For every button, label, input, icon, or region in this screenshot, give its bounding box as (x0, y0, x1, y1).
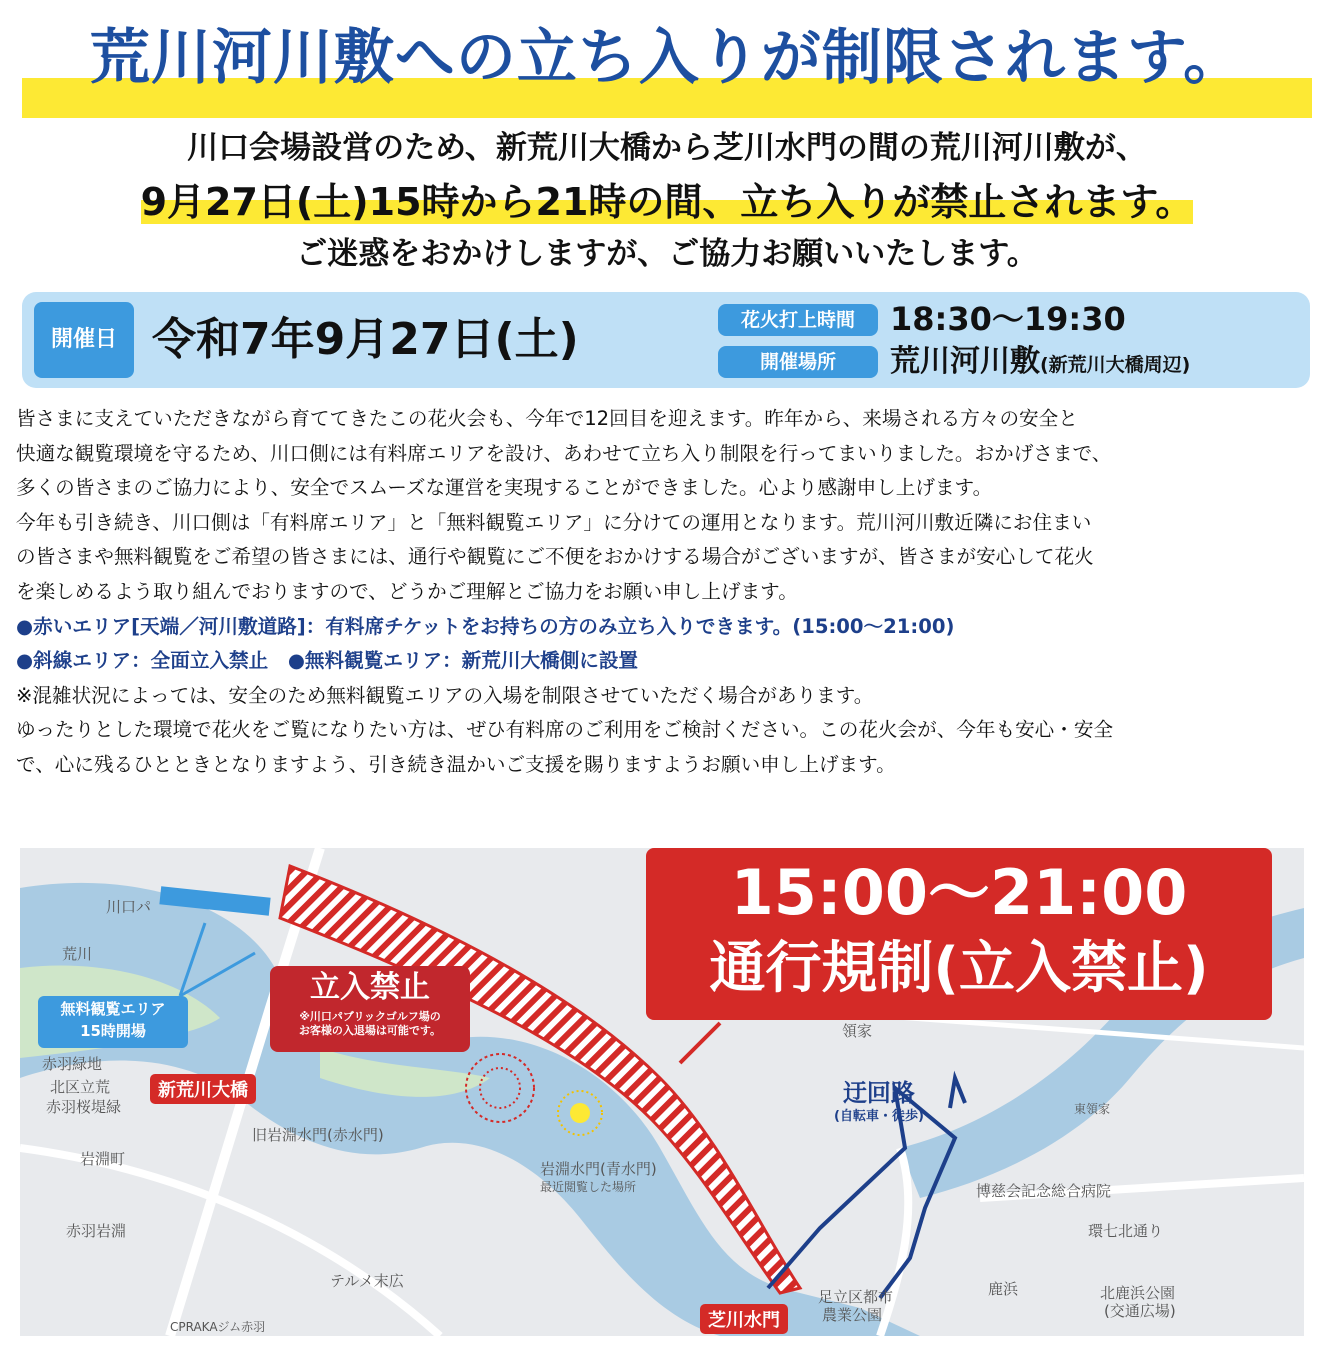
lead-line-1: 川口会場設営のため、新荒川大橋から芝川水門の間の荒川河川敷が、 (187, 130, 1147, 166)
lead-line-3: ご迷惑をおかけしますが、ご協力お願いいたします。 (296, 236, 1038, 272)
map-label: 赤羽緑地 (42, 1055, 103, 1073)
map-label: 領家 (842, 1022, 873, 1040)
body-line: ゆったりとした環境で花火をご覧になりたい方は、ぜひ有料席のご利用をご検討ください。この花火会が、今年も安心・安全 (16, 718, 1114, 742)
map-label: 赤羽岩淵 (66, 1222, 127, 1240)
note-hatched-area: ●斜線エリア：全面立入禁止 ●無料観覧エリア：新荒川大橋側に設置 (16, 649, 639, 673)
free-area-title: 無料観覧エリア (60, 1000, 166, 1018)
body-line: 快適な観覧環境を守るため、川口側には有料席エリアを設け、あわせて立ち入り制限を行ってまいりました。おかげさまで、 (16, 441, 1112, 465)
date-label: 開催日 (34, 302, 134, 378)
road (880, 1148, 908, 1336)
no-entry-box (270, 966, 470, 1052)
map-label: 岩淵町 (80, 1150, 126, 1168)
no-entry-note-1: ※川口パブリックゴルフ場の (299, 1010, 441, 1023)
banner-time: 15:00〜21:00 (730, 856, 1188, 929)
map-label: 足立区都市 (818, 1288, 894, 1306)
gate-label: 芝川水門 (700, 1304, 788, 1334)
map-label: 博慈会記念総合病院 (976, 1182, 1112, 1200)
no-entry-note-2: お客様の入退場は可能です。 (298, 1024, 442, 1037)
road (20, 1148, 440, 1336)
title-block (22, 18, 1312, 114)
banner-text: 通行規制(立入禁止) (709, 936, 1209, 1001)
page-title: 荒川河川敷への立ち入りが制限されます。 (89, 23, 1245, 93)
map-label: テルメ末広 (330, 1272, 404, 1290)
map-label: 東領家 (1074, 1102, 1111, 1116)
body-text (16, 402, 1316, 783)
map-label: 北区立荒 (50, 1078, 111, 1096)
place-value (890, 342, 1190, 385)
lead-line-2-text: 9月27日(土)15時から21時の間、立ち入りが禁止されます。 (140, 180, 1194, 224)
map-label: CPRAKAジム赤羽 (170, 1320, 266, 1334)
map-label: 農業公園 (822, 1306, 883, 1324)
body-line: ※混雑状況によっては、安全のため無料観覧エリアの入場を制限させていただく場合があります。 (16, 683, 874, 707)
place-label: 開催場所 (718, 346, 878, 378)
detour-title: 迂回路 (842, 1079, 915, 1107)
map-label: 荒川 (62, 945, 93, 963)
time-value: 18:30〜19:30 (890, 300, 1126, 338)
banner-pointer (680, 1023, 720, 1063)
map-label: 川口パ (106, 898, 152, 916)
date-value: 令和7年9月27日(土) (152, 314, 579, 365)
map-label: 北鹿浜公園 (1100, 1284, 1176, 1302)
note-red-area: ●赤いエリア[天端／河川敷道路]：有料席チケットをお持ちの方のみ立ち入りできます。(15:00〜21:00) (16, 614, 955, 638)
map-label: 岩淵水門(青水門) (540, 1160, 657, 1178)
map-label: 赤羽桜堤緑 (46, 1098, 122, 1116)
map-label: 最近閲覧した場所 (540, 1180, 637, 1194)
free-viewing-area-label (38, 996, 188, 1048)
place-main: 荒川河川敷 (890, 344, 1040, 379)
time-label: 花火打上時間 (718, 304, 878, 336)
event-info-box (22, 292, 1310, 388)
body-line: 多くの皆さまのご協力により、安全でスムーズな運営を実現することができました。心より感謝申し上げます。 (16, 476, 993, 500)
map-label: 環七北通り (1088, 1222, 1164, 1240)
lead-line-2 (0, 176, 1334, 228)
no-entry-title: 立入禁止 (310, 970, 430, 1005)
detour-sub: (自転車・徒歩) (834, 1109, 924, 1124)
restriction-banner (646, 848, 1272, 1020)
map-label: 鹿浜 (988, 1280, 1019, 1298)
map-label: (交通広場) (1104, 1302, 1176, 1320)
body-line: の皆さまや無料観覧をご希望の皆さまには、通行や観覧にご不便をおかけする場合がございますが、皆さまが安心して花火 (16, 545, 1094, 569)
body-line: を楽しめるよう取り組んでおりますので、どうかご理解とご協力をお願い申し上げます。 (16, 579, 798, 603)
bridge-label: 新荒川大橋 (150, 1074, 256, 1104)
detour-label (834, 1078, 924, 1126)
detour-arrow (950, 1078, 965, 1108)
place-sub: (新荒川大橋周辺) (1040, 354, 1191, 376)
body-line: 皆さまに支えていただきながら育ててきたこの花火会も、今年で12回目を迎えます。昨年から、来場される方々の安全と (16, 407, 1078, 430)
map-label: 旧岩淵水門(赤水門) (252, 1126, 384, 1144)
body-line: で、心に残るひとときとなりますよう、引き続き温かいご支援を賜りますようお願い申し上げます。 (16, 752, 896, 776)
body-line: 今年も引き続き、川口側は「有料席エリア」と「無料観覧エリア」に分けての運用となります。荒川河川敷近隣にお住まい (16, 510, 1092, 534)
free-area-opening: 15時開場 (80, 1022, 146, 1040)
restriction-map (20, 848, 1304, 1336)
